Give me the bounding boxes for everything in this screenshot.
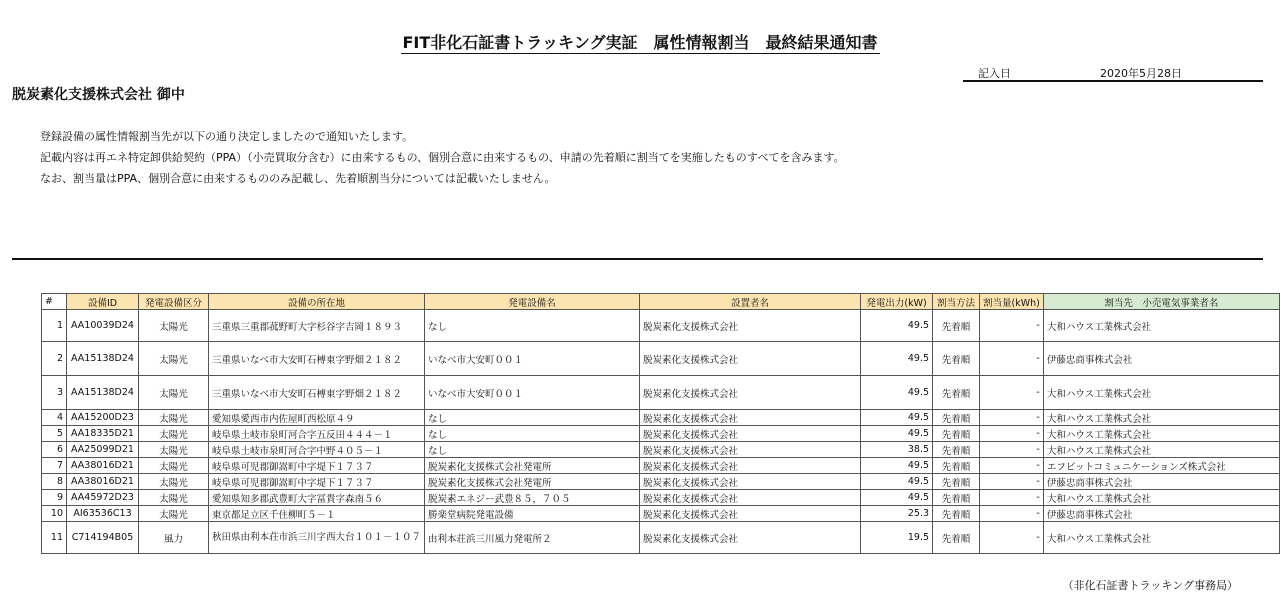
cell-num: 5 xyxy=(42,426,67,442)
cell-num: 8 xyxy=(42,474,67,490)
cell-method: 先着順 xyxy=(933,410,980,426)
cell-type: 太陽光 xyxy=(139,410,209,426)
cell-num: 9 xyxy=(42,490,67,506)
cell-output: 49.5 xyxy=(861,474,933,490)
cell-num: 4 xyxy=(42,410,67,426)
cell-type: 太陽光 xyxy=(139,310,209,342)
cell-type: 太陽光 xyxy=(139,506,209,522)
cell-equip-id: AA45972D23 xyxy=(67,490,139,506)
cell-owner: 脱炭素化支援株式会社 xyxy=(640,426,861,442)
cell-owner: 脱炭素化支援株式会社 xyxy=(640,506,861,522)
cell-retailer: 大和ハウス工業株式会社 xyxy=(1043,442,1279,458)
cell-equip-id: AI63536C13 xyxy=(67,506,139,522)
cell-output: 19.5 xyxy=(861,522,933,554)
date-label: 記入日 xyxy=(978,67,1011,80)
table-row xyxy=(42,522,1280,554)
cell-name: なし xyxy=(425,426,640,442)
allocation-table xyxy=(41,293,1280,554)
col-header-output: 発電出力(kW) xyxy=(861,294,933,310)
cell-output: 49.5 xyxy=(861,426,933,442)
col-header-retailer: 割当先 小売電気事業者名 xyxy=(1043,294,1279,310)
col-header-owner: 設置者名 xyxy=(640,294,861,310)
footer-office: （非化石証書トラッキング事務局） xyxy=(1062,579,1238,592)
cell-amount: - xyxy=(980,426,1044,442)
cell-name: いなべ市大安町００１ xyxy=(425,342,640,376)
cell-method: 先着順 xyxy=(933,342,980,376)
cell-output: 49.5 xyxy=(861,410,933,426)
cell-location: 愛知県知多郡武豊町大字冨貴字森南５６ xyxy=(209,490,425,506)
table-row xyxy=(42,376,1280,410)
cell-location: 岐阜県可児郡御嵩町中字堤下１７３７ xyxy=(209,474,425,490)
cell-equip-id: AA18335D21 xyxy=(67,426,139,442)
table-row xyxy=(42,442,1280,458)
cell-method: 先着順 xyxy=(933,376,980,410)
notice-line: 登録設備の属性情報割当先が以下の通り決定しましたので通知いたします。 xyxy=(40,130,414,143)
document-title: FIT非化石証書トラッキング実証 属性情報割当 最終結果通知書 xyxy=(402,33,878,52)
cell-output: 38.5 xyxy=(861,442,933,458)
cell-amount: - xyxy=(980,376,1044,410)
table-row xyxy=(42,474,1280,490)
cell-num: 3 xyxy=(42,376,67,410)
col-header-type: 発電設備区分 xyxy=(139,294,209,310)
cell-amount: - xyxy=(980,442,1044,458)
cell-output: 49.5 xyxy=(861,342,933,376)
table-row xyxy=(42,426,1280,442)
cell-equip-id: AA15138D24 xyxy=(67,342,139,376)
cell-location: 三重県いなべ市大安町石榑東字野畑２１８２ xyxy=(209,376,425,410)
cell-num: 2 xyxy=(42,342,67,376)
col-header-amount: 割当量(kWh) xyxy=(980,294,1044,310)
cell-name: 脱炭素化支援株式会社発電所 xyxy=(425,474,640,490)
cell-type: 太陽光 xyxy=(139,342,209,376)
table-row xyxy=(42,458,1280,474)
cell-owner: 脱炭素化支援株式会社 xyxy=(640,376,861,410)
cell-amount: - xyxy=(980,410,1044,426)
cell-name: 勝楽堂病院発電設備 xyxy=(425,506,640,522)
table-header-row xyxy=(42,294,1280,310)
notice-line: 記載内容は再エネ特定卸供給契約（PPA）（小売買取分含む）に由来するもの、個別合意に由来するもの、申請の先着順に割当てを実施したものすべてを含みます。 xyxy=(40,151,845,164)
cell-num: 1 xyxy=(42,310,67,342)
cell-method: 先着順 xyxy=(933,310,980,342)
cell-owner: 脱炭素化支援株式会社 xyxy=(640,474,861,490)
cell-num: 11 xyxy=(42,522,67,554)
cell-name: いなべ市大安町００１ xyxy=(425,376,640,410)
cell-amount: - xyxy=(980,310,1044,342)
cell-retailer: 伊藤忠商事株式会社 xyxy=(1043,474,1279,490)
cell-retailer: 大和ハウス工業株式会社 xyxy=(1043,376,1279,410)
cell-equip-id: AA38016D21 xyxy=(67,474,139,490)
cell-type: 風力 xyxy=(139,522,209,554)
cell-amount: - xyxy=(980,522,1044,554)
col-header-equip-id: 設備ID xyxy=(67,294,139,310)
table-row xyxy=(42,490,1280,506)
cell-method: 先着順 xyxy=(933,506,980,522)
cell-num: 6 xyxy=(42,442,67,458)
cell-owner: 脱炭素化支援株式会社 xyxy=(640,342,861,376)
table-body xyxy=(42,310,1280,554)
cell-location: 愛知県愛西市内佐屋町西松原４９ xyxy=(209,410,425,426)
cell-equip-id: AA10039D24 xyxy=(67,310,139,342)
cell-name: なし xyxy=(425,310,640,342)
col-header-location: 設備の所在地 xyxy=(209,294,425,310)
cell-amount: - xyxy=(980,342,1044,376)
cell-amount: - xyxy=(980,458,1044,474)
cell-output: 25.3 xyxy=(861,506,933,522)
cell-type: 太陽光 xyxy=(139,426,209,442)
cell-equip-id: AA15138D24 xyxy=(67,376,139,410)
cell-equip-id: AA38016D21 xyxy=(67,458,139,474)
cell-retailer: 大和ハウス工業株式会社 xyxy=(1043,490,1279,506)
cell-type: 太陽光 xyxy=(139,376,209,410)
cell-name: 由利本荘浜三川風力発電所２ xyxy=(425,522,640,554)
cell-output: 49.5 xyxy=(861,376,933,410)
recipient-name: 脱炭素化支援株式会社 御中 xyxy=(12,87,185,103)
cell-retailer: 大和ハウス工業株式会社 xyxy=(1043,426,1279,442)
cell-name: なし xyxy=(425,410,640,426)
cell-amount: - xyxy=(980,490,1044,506)
cell-retailer: 伊藤忠商事株式会社 xyxy=(1043,506,1279,522)
cell-name: 脱炭素エネジー武豊８５，７０５ xyxy=(425,490,640,506)
cell-output: 49.5 xyxy=(861,458,933,474)
cell-retailer: エフビットコミュニケーションズ株式会社 xyxy=(1043,458,1279,474)
cell-owner: 脱炭素化支援株式会社 xyxy=(640,522,861,554)
cell-method: 先着順 xyxy=(933,474,980,490)
cell-owner: 脱炭素化支援株式会社 xyxy=(640,410,861,426)
date-value: 2020年5月28日 xyxy=(1100,67,1182,80)
cell-location: 岐阜県土岐市泉町河合字五反田４４４－１ xyxy=(209,426,425,442)
cell-equip-id: C714194B05 xyxy=(67,522,139,554)
cell-retailer: 大和ハウス工業株式会社 xyxy=(1043,522,1279,554)
col-header-name: 発電設備名 xyxy=(425,294,640,310)
cell-type: 太陽光 xyxy=(139,442,209,458)
table-row xyxy=(42,310,1280,342)
cell-owner: 脱炭素化支援株式会社 xyxy=(640,310,861,342)
cell-output: 49.5 xyxy=(861,310,933,342)
table-row xyxy=(42,506,1280,522)
cell-type: 太陽光 xyxy=(139,458,209,474)
cell-amount: - xyxy=(980,474,1044,490)
notice-text xyxy=(40,126,845,189)
cell-equip-id: AA25099D21 xyxy=(67,442,139,458)
cell-location: 秋田県由利本荘市浜三川字西大台１０１－１０７ xyxy=(209,522,425,554)
cell-amount: - xyxy=(980,506,1044,522)
section-divider xyxy=(12,258,1263,260)
cell-owner: 脱炭素化支援株式会社 xyxy=(640,458,861,474)
cell-location: 三重県いなべ市大安町石榑東字野畑２１８２ xyxy=(209,342,425,376)
cell-method: 先着順 xyxy=(933,522,980,554)
table-row xyxy=(42,410,1280,426)
cell-location: 三重県三重郡菰野町大字杉谷字吉岡１８９３ xyxy=(209,310,425,342)
cell-retailer: 大和ハウス工業株式会社 xyxy=(1043,310,1279,342)
notice-line: なお、割当量はPPA、個別合意に由来するもののみ記載し、先着順割当分については記載いたしません。 xyxy=(40,172,556,185)
cell-name: 脱炭素化支援株式会社発電所 xyxy=(425,458,640,474)
cell-method: 先着順 xyxy=(933,442,980,458)
cell-output: 49.5 xyxy=(861,490,933,506)
col-header-num: # xyxy=(42,294,67,310)
cell-method: 先着順 xyxy=(933,426,980,442)
cell-method: 先着順 xyxy=(933,490,980,506)
cell-location: 岐阜県土岐市泉町河合字中野４０５－１ xyxy=(209,442,425,458)
cell-retailer: 伊藤忠商事株式会社 xyxy=(1043,342,1279,376)
cell-num: 10 xyxy=(42,506,67,522)
cell-num: 7 xyxy=(42,458,67,474)
cell-method: 先着順 xyxy=(933,458,980,474)
cell-equip-id: AA15200D23 xyxy=(67,410,139,426)
cell-retailer: 大和ハウス工業株式会社 xyxy=(1043,410,1279,426)
cell-owner: 脱炭素化支援株式会社 xyxy=(640,490,861,506)
cell-location: 岐阜県可児郡御嵩町中字堤下１７３７ xyxy=(209,458,425,474)
cell-type: 太陽光 xyxy=(139,490,209,506)
table-row xyxy=(42,342,1280,376)
cell-owner: 脱炭素化支援株式会社 xyxy=(640,442,861,458)
date-field xyxy=(963,64,1263,82)
cell-location: 東京都足立区千住柳町５－１ xyxy=(209,506,425,522)
col-header-method: 割当方法 xyxy=(933,294,980,310)
cell-name: なし xyxy=(425,442,640,458)
cell-type: 太陽光 xyxy=(139,474,209,490)
